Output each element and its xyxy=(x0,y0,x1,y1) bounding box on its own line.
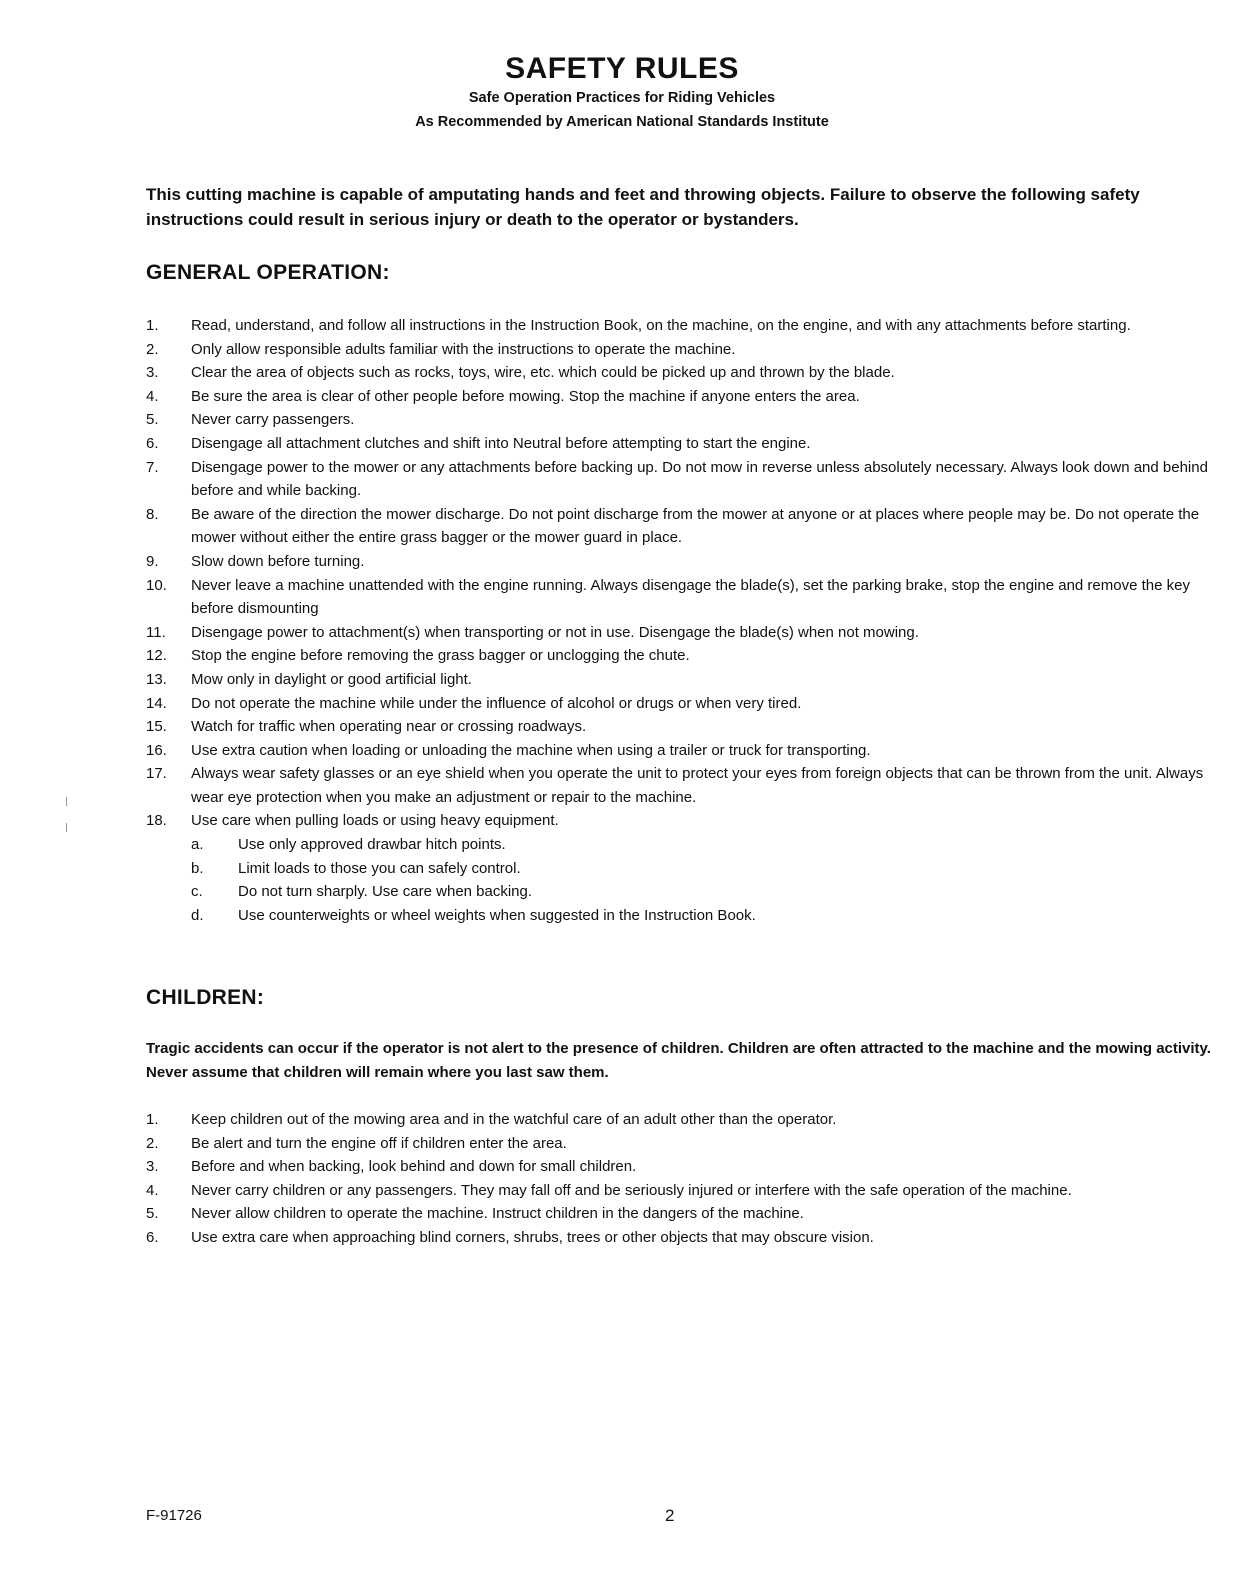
item-text: Never allow children to operate the machine. Instruct children in the dangers of the machine. xyxy=(191,1205,804,1223)
item-text: Disengage all attachment clutches and shift into Neutral before attempting to start the engine. xyxy=(191,434,811,452)
list-item xyxy=(146,715,1212,739)
list-item xyxy=(146,456,1212,503)
sublist-item xyxy=(191,904,1212,928)
item-text: Slow down before turning. xyxy=(191,552,365,570)
list-item xyxy=(146,1108,1212,1132)
page-title: SAFETY RULES xyxy=(505,52,739,85)
item-number: 2. xyxy=(146,1134,159,1152)
item-number: 17. xyxy=(146,765,167,783)
subitem-text: Limit loads to those you can safely control. xyxy=(238,859,521,877)
item-number: 7. xyxy=(146,458,159,476)
item-text: Clear the area of objects such as rocks, toys, wire, etc. which could be picked up and thrown by the blade. xyxy=(191,364,895,382)
list-item xyxy=(146,644,1212,668)
page-number: 2 xyxy=(665,1506,675,1525)
document-code: F-91726 xyxy=(146,1507,202,1524)
children-intro: Tragic accidents can occur if the operator is not alert to the presence of children. Children are often attracted to the machine and the mowing activity. Never assume that children will remain where you last saw them. xyxy=(146,1040,1211,1081)
subitem-text: Do not turn sharply. Use care when backing. xyxy=(238,883,533,901)
subitem-letter: c. xyxy=(191,883,203,901)
scan-artifact xyxy=(66,797,67,806)
item-text: Disengage power to the mower or any attachments before backing up. Do not mow in reverse unless absolutely necessary. Always look down and behind before and while backing. xyxy=(191,458,1208,500)
item-number: 2. xyxy=(146,340,159,358)
item-number: 1. xyxy=(146,317,159,334)
item-text: Never carry passengers. xyxy=(191,411,355,429)
list-item xyxy=(146,432,1212,456)
item-text: Only allow responsible adults familiar with the instructions to operate the machine. xyxy=(191,340,736,358)
subitem-text: Use only approved drawbar hitch points. xyxy=(238,836,506,854)
item-number: 13. xyxy=(146,670,167,688)
item-text: Never leave a machine unattended with the engine running. Always disengage the blade(s), set the parking brake, stop the engine and remove the key before dismounting xyxy=(191,576,1190,618)
list-item xyxy=(146,621,1212,645)
scan-artifact xyxy=(66,823,67,832)
item-number: 14. xyxy=(146,694,167,712)
item-text: Keep children out of the mowing area and in the watchful care of an adult other than the operator. xyxy=(191,1111,837,1128)
item-number: 9. xyxy=(146,552,159,570)
item-number: 10. xyxy=(146,576,167,594)
subtitle-ansi: As Recommended by American National Standards Institute xyxy=(415,114,829,130)
list-item xyxy=(146,550,1212,574)
list-item xyxy=(146,1202,1212,1226)
item-text: Mow only in daylight or good artificial light. xyxy=(191,670,472,688)
list-item xyxy=(146,1179,1212,1203)
children-list xyxy=(146,1108,1212,1250)
list-item xyxy=(146,408,1212,432)
intro-warning: This cutting machine is capable of amputating hands and feet and throwing objects. Failure to observe the following safety instructions could result in serious injury or death to the operator or bystanders. xyxy=(146,185,1140,229)
list-item xyxy=(146,762,1212,809)
item-text: Watch for traffic when operating near or crossing roadways. xyxy=(191,718,587,736)
item-number: 4. xyxy=(146,1181,159,1199)
list-item xyxy=(146,385,1212,409)
list-item xyxy=(146,692,1212,716)
subitem-letter: d. xyxy=(191,906,204,924)
item-number: 18. xyxy=(146,812,167,830)
subitem-letter: b. xyxy=(191,859,204,877)
general-operation-heading: GENERAL OPERATION: xyxy=(146,261,390,284)
sublist-item xyxy=(191,880,1212,904)
list-item xyxy=(146,314,1212,338)
item-text: Do not operate the machine while under the influence of alcohol or drugs or when very tired. xyxy=(191,694,802,712)
item-number: 6. xyxy=(146,434,159,452)
list-item xyxy=(146,338,1212,362)
item-text: Always wear safety glasses or an eye shield when you operate the unit to protect your eyes from foreign objects that can be thrown from the unit. Always wear eye protection when you make an adjustment or repair to the machine. xyxy=(191,765,1204,806)
subitem-text: Use counterweights or wheel weights when suggested in the Instruction Book. xyxy=(238,906,756,924)
children-heading: CHILDREN: xyxy=(146,986,265,1009)
list-item xyxy=(146,1132,1212,1156)
item-text: Disengage power to attachment(s) when transporting or not in use. Disengage the blade(s) when not mowing. xyxy=(191,623,919,641)
list-item xyxy=(146,1155,1212,1179)
list-item xyxy=(146,668,1212,692)
subtitle-practices: Safe Operation Practices for Riding Vehicles xyxy=(468,90,776,106)
list-item xyxy=(146,361,1212,385)
general-operation-list xyxy=(146,314,1212,927)
list-item xyxy=(146,503,1212,550)
list-item xyxy=(146,739,1212,763)
sublist-item xyxy=(191,833,1212,857)
item-number: 4. xyxy=(146,387,159,405)
item-number: 8. xyxy=(146,505,159,523)
sublist-item xyxy=(191,857,1212,881)
item-text: Before and when backing, look behind and down for small children. xyxy=(191,1158,637,1176)
list-item xyxy=(146,809,1212,927)
item-text: Stop the engine before removing the grass bagger or unclogging the chute. xyxy=(191,647,690,665)
item-number: 5. xyxy=(146,1205,159,1223)
item-number: 15. xyxy=(146,718,167,736)
list-item xyxy=(146,1226,1212,1250)
sublist xyxy=(191,833,1212,927)
subitem-letter: a. xyxy=(191,836,204,854)
item-number: 16. xyxy=(146,741,167,759)
item-number: 12. xyxy=(146,647,167,665)
item-text: Use care when pulling loads or using heavy equipment. xyxy=(191,812,559,830)
item-number: 3. xyxy=(146,364,159,382)
item-text: Use extra care when approaching blind corners, shrubs, trees or other objects that may obscure vision. xyxy=(191,1228,874,1246)
item-text: Never carry children or any passengers. They may fall off and be seriously injured or interfere with the safe operation of the machine. xyxy=(191,1181,1072,1199)
item-number: 6. xyxy=(146,1228,159,1246)
item-number: 11. xyxy=(146,623,166,641)
item-text: Be sure the area is clear of other people before mowing. Stop the machine if anyone enters the area. xyxy=(191,387,860,405)
item-number: 3. xyxy=(146,1158,159,1176)
item-text: Be alert and turn the engine off if children enter the area. xyxy=(191,1134,567,1152)
item-text: Read, understand, and follow all instructions in the Instruction Book, on the machine, on the engine, and with any attachments before starting. xyxy=(191,317,1131,334)
list-item xyxy=(146,574,1212,621)
item-number: 5. xyxy=(146,411,159,429)
item-number: 1. xyxy=(146,1111,159,1128)
item-text: Use extra caution when loading or unloading the machine when using a trailer or truck for transporting. xyxy=(191,741,871,759)
item-text: Be aware of the direction the mower discharge. Do not point discharge from the mower at anyone or at places where people may be. Do not operate the mower without either the entire grass bagger or the mower guard in place. xyxy=(191,505,1200,547)
